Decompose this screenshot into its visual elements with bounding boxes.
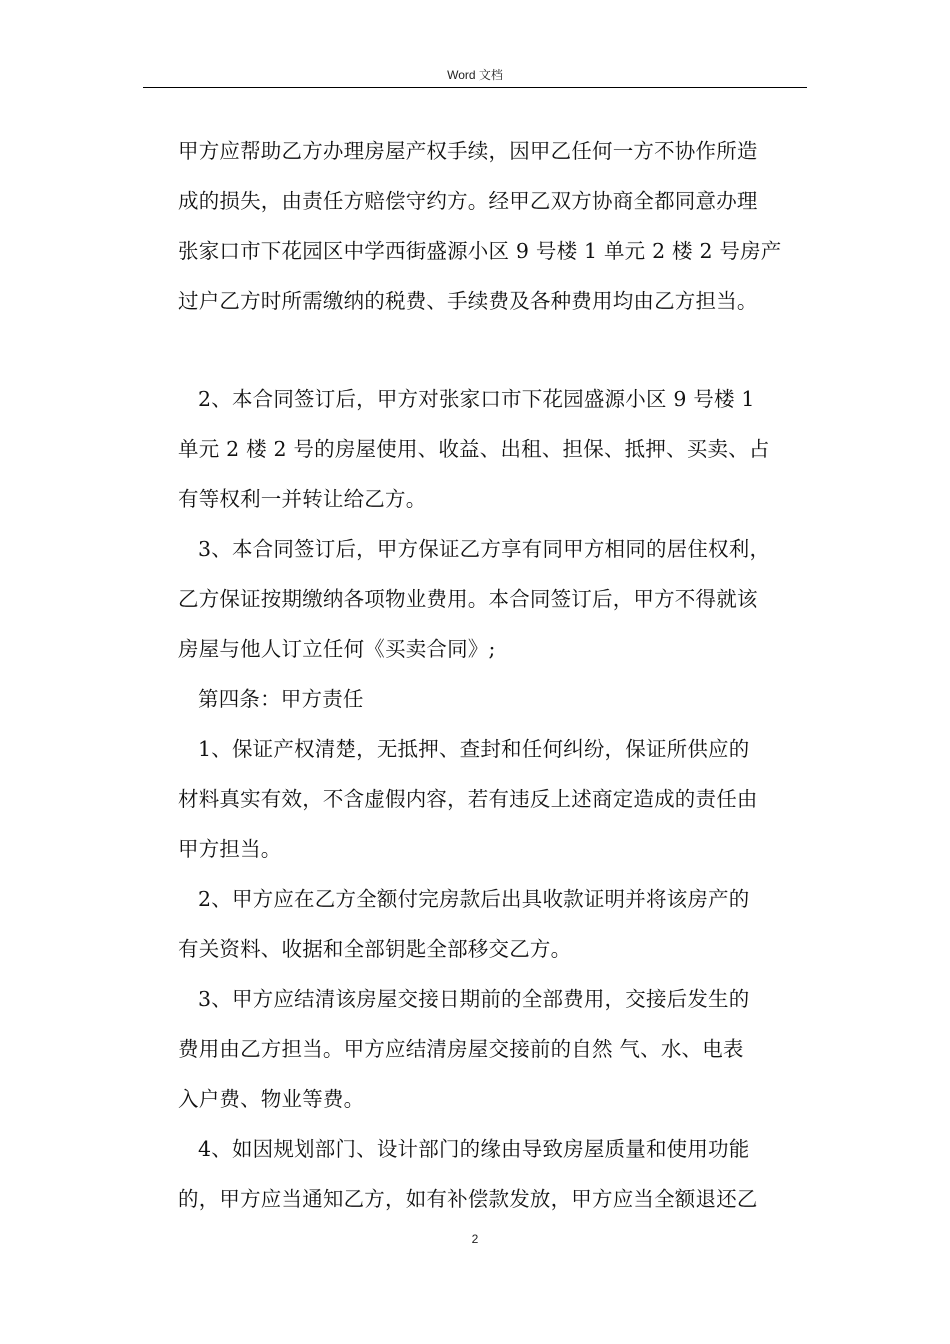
text-line: 单元 2 楼 2 号的房屋使用、收益、出租、担保、抵押、买卖、占 xyxy=(178,437,770,461)
text-line: 甲方应帮助乙方办理房屋产权手续，因甲乙任何一方不协作所造 xyxy=(178,139,758,163)
text-line: 有关资料、收据和全部钥匙全部移交乙方。 xyxy=(178,937,572,961)
document-body xyxy=(178,126,808,1224)
text-line: 乙方保证按期缴纳各项物业费用。本合同签订后，甲方不得就该 xyxy=(178,587,758,611)
text-line: 张家口市下花园区中学西街盛源小区 9 号楼 1 单元 2 楼 2 号房产 xyxy=(178,239,782,263)
paragraph xyxy=(178,374,808,524)
text-line: 3、甲方应结清该房屋交接日期前的全部费用，交接后发生的 xyxy=(198,987,750,1011)
text-line: 费用由乙方担当。甲方应结清房屋交接前的自然 气、水、电表 xyxy=(178,1037,744,1061)
paragraph xyxy=(178,874,808,974)
paragraph xyxy=(178,126,808,326)
text-line: 第四条：甲方责任 xyxy=(198,687,364,711)
text-line: 材料真实有效，不含虚假内容，若有违反上述商定造成的责任由 xyxy=(178,787,758,811)
text-line: 1、保证产权清楚，无抵押、查封和任何纠纷，保证所供应的 xyxy=(198,737,750,761)
page-number: 2 xyxy=(471,1232,479,1246)
page-header: Word 文档 xyxy=(447,68,503,82)
text-line: 的，甲方应当通知乙方，如有补偿款发放，甲方应当全额退还乙 xyxy=(178,1187,758,1211)
text-line: 2、甲方应在乙方全额付完房款后出具收款证明并将该房产的 xyxy=(198,887,750,911)
paragraph xyxy=(178,974,808,1124)
paragraph xyxy=(178,724,808,874)
text-line: 甲方担当。 xyxy=(178,837,282,861)
text-line: 2、本合同签订后，甲方对张家口市下花园盛源小区 9 号楼 1 xyxy=(198,387,755,411)
text-line: 3、本合同签订后，甲方保证乙方享有同甲方相同的居住权利， xyxy=(198,537,771,561)
header-divider xyxy=(143,87,807,88)
paragraph xyxy=(178,524,808,674)
text-line: 成的损失，由责任方赔偿守约方。经甲乙双方协商全都同意办理 xyxy=(178,189,758,213)
paragraph xyxy=(178,1124,808,1224)
text-line: 4、如因规划部门、设计部门的缘由导致房屋质量和使用功能 xyxy=(198,1137,750,1161)
text-line: 入户费、物业等费。 xyxy=(178,1087,365,1111)
section-heading xyxy=(178,674,808,724)
text-line: 房屋与他人订立任何《买卖合同》; xyxy=(178,637,496,661)
paragraph-gap xyxy=(178,326,808,374)
text-line: 过户乙方时所需缴纳的税费、手续费及各种费用均由乙方担当。 xyxy=(178,289,758,313)
text-line: 有等权利一并转让给乙方。 xyxy=(178,487,427,511)
